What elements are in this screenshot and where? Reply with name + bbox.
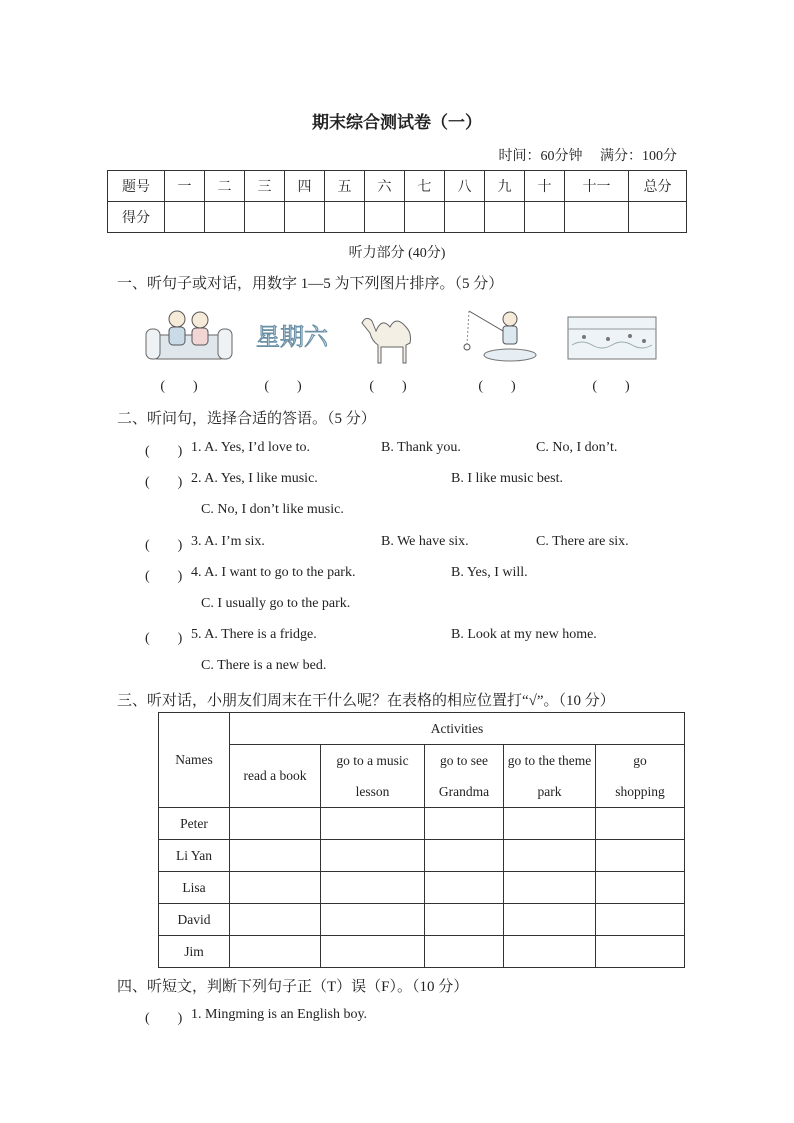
score-value-row [108,202,687,233]
answer-paren[interactable]: ( ) [145,569,183,584]
option-b: B. Look at my new home. [451,627,597,642]
check-cell[interactable] [425,904,504,936]
question-2-3 [145,534,685,554]
score-cell[interactable] [445,202,485,233]
check-cell[interactable] [425,840,504,872]
check-cell[interactable] [596,872,685,904]
check-cell[interactable] [504,808,596,840]
score-cell[interactable] [565,202,629,233]
section-4-heading: 四、听短文，判断下列句子正（T）误（F）。（10 分） [117,979,469,995]
boy-fishing-picture [455,305,550,365]
score-cell[interactable] [365,202,405,233]
time-limit: 时间：60分钟 [498,149,583,164]
check-cell[interactable] [504,904,596,936]
activity-labels-row [159,745,685,808]
activity-label: go to the theme park [504,745,596,808]
answer-paren[interactable]: ( ) [478,379,516,394]
activities-header-row [159,713,685,745]
answer-paren[interactable]: ( ) [160,379,198,394]
beach-scene-picture [564,305,659,365]
check-cell[interactable] [321,936,425,968]
table-row [159,808,685,840]
answer-paren[interactable]: ( ) [145,538,183,553]
student-name: David [159,904,230,936]
check-cell[interactable] [230,904,321,936]
answer-paren[interactable]: ( ) [264,379,302,394]
section-2-heading: 二、听问句，选择合适的答语。（5 分） [117,411,376,427]
option-c: C. No, I don’t. [536,440,618,455]
check-cell[interactable] [230,872,321,904]
score-header-cell: 五 [325,171,365,202]
question-2-5 [145,627,685,647]
option-c: C. I usually go to the park. [201,596,351,611]
score-header-row [108,171,687,202]
question-4-1 [145,1007,685,1027]
student-name: Peter [159,808,230,840]
student-name: Li Yan [159,840,230,872]
score-cell[interactable] [405,202,445,233]
weekend-sign-picture [245,305,340,365]
option-a: 1. A. Yes, I’d love to. [191,440,311,455]
score-cell[interactable] [525,202,565,233]
table-row [159,840,685,872]
activity-label: go to a music lesson [321,745,425,808]
table-row [159,904,685,936]
listening-part-title: 听力部分 (40分) [348,246,446,261]
score-header-cell: 九 [485,171,525,202]
score-header-cell: 二 [205,171,245,202]
option-b: B. Thank you. [381,440,461,455]
score-header-cell: 十一 [565,171,629,202]
score-header-cell: 题号 [108,171,165,202]
score-header-cell: 六 [365,171,405,202]
check-cell[interactable] [596,936,685,968]
score-cell[interactable] [485,202,525,233]
activities-header: Activities [230,713,685,745]
score-table [107,170,687,233]
activity-label: go to see Grandma [425,745,504,808]
check-cell[interactable] [596,840,685,872]
option-b: B. Yes, I will. [451,565,528,580]
activities-table [158,712,685,968]
score-header-cell: 七 [405,171,445,202]
score-row-label: 得分 [108,202,165,233]
option-b: B. I like music best. [451,471,563,486]
check-cell[interactable] [504,936,596,968]
score-cell[interactable] [629,202,687,233]
check-cell[interactable] [321,872,425,904]
question-2-1 [145,440,685,460]
option-b: B. We have six. [381,534,469,549]
statement: 1. Mingming is an English boy. [191,1007,368,1022]
option-a: 5. A. There is a fridge. [191,627,317,642]
option-c: C. There are six. [536,534,629,549]
section-3-heading: 三、听对话，小朋友们周末在干什么呢？在表格的相应位置打“√”。（10 分） [117,693,615,709]
camel-picture [350,305,445,365]
option-a: 3. A. I’m six. [191,534,265,549]
score-cell[interactable] [165,202,205,233]
check-cell[interactable] [321,904,425,936]
page-title: 期末综合测试卷（一） [312,113,482,132]
answer-paren[interactable]: ( ) [145,631,183,646]
check-cell[interactable] [321,808,425,840]
score-cell[interactable] [285,202,325,233]
option-c: C. No, I don’t like music. [201,502,344,517]
check-cell[interactable] [321,840,425,872]
score-header-cell: 一 [165,171,205,202]
option-a: 4. A. I want to go to the park. [191,565,356,580]
table-row [159,872,685,904]
check-cell[interactable] [504,840,596,872]
answer-paren[interactable]: ( ) [145,444,183,459]
answer-paren[interactable]: ( ) [369,379,407,394]
option-c: C. There is a new bed. [201,658,327,673]
score-header-cell: 三 [245,171,285,202]
family-on-sofa-picture [142,305,237,365]
weekend-text: 星期六 [256,323,328,351]
check-cell[interactable] [596,904,685,936]
answer-paren[interactable]: ( ) [145,475,183,490]
full-score: 满分：100分 [600,149,677,164]
question-2-2 [145,471,685,491]
score-header-cell: 十 [525,171,565,202]
option-a: 2. A. Yes, I like music. [191,471,318,486]
score-cell[interactable] [205,202,245,233]
check-cell[interactable] [504,872,596,904]
names-header: Names [159,713,230,808]
check-cell[interactable] [596,808,685,840]
check-cell[interactable] [425,936,504,968]
score-header-cell: 四 [285,171,325,202]
check-cell[interactable] [425,808,504,840]
section-1-heading: 一、听句子或对话，用数字 1—5 为下列图片排序。（5 分） [117,276,504,292]
check-cell[interactable] [230,808,321,840]
answer-paren[interactable]: ( ) [145,1011,183,1026]
check-cell[interactable] [425,872,504,904]
activity-label: read a book [230,745,321,808]
score-cell[interactable] [325,202,365,233]
table-row [159,936,685,968]
answer-paren[interactable]: ( ) [592,379,630,394]
check-cell[interactable] [230,936,321,968]
score-cell[interactable] [245,202,285,233]
activity-label: go shopping [596,745,685,808]
student-name: Lisa [159,872,230,904]
score-header-cell: 八 [445,171,485,202]
score-header-cell: 总分 [629,171,687,202]
student-name: Jim [159,936,230,968]
exam-meta [485,145,678,165]
check-cell[interactable] [230,840,321,872]
question-2-4 [145,565,685,585]
